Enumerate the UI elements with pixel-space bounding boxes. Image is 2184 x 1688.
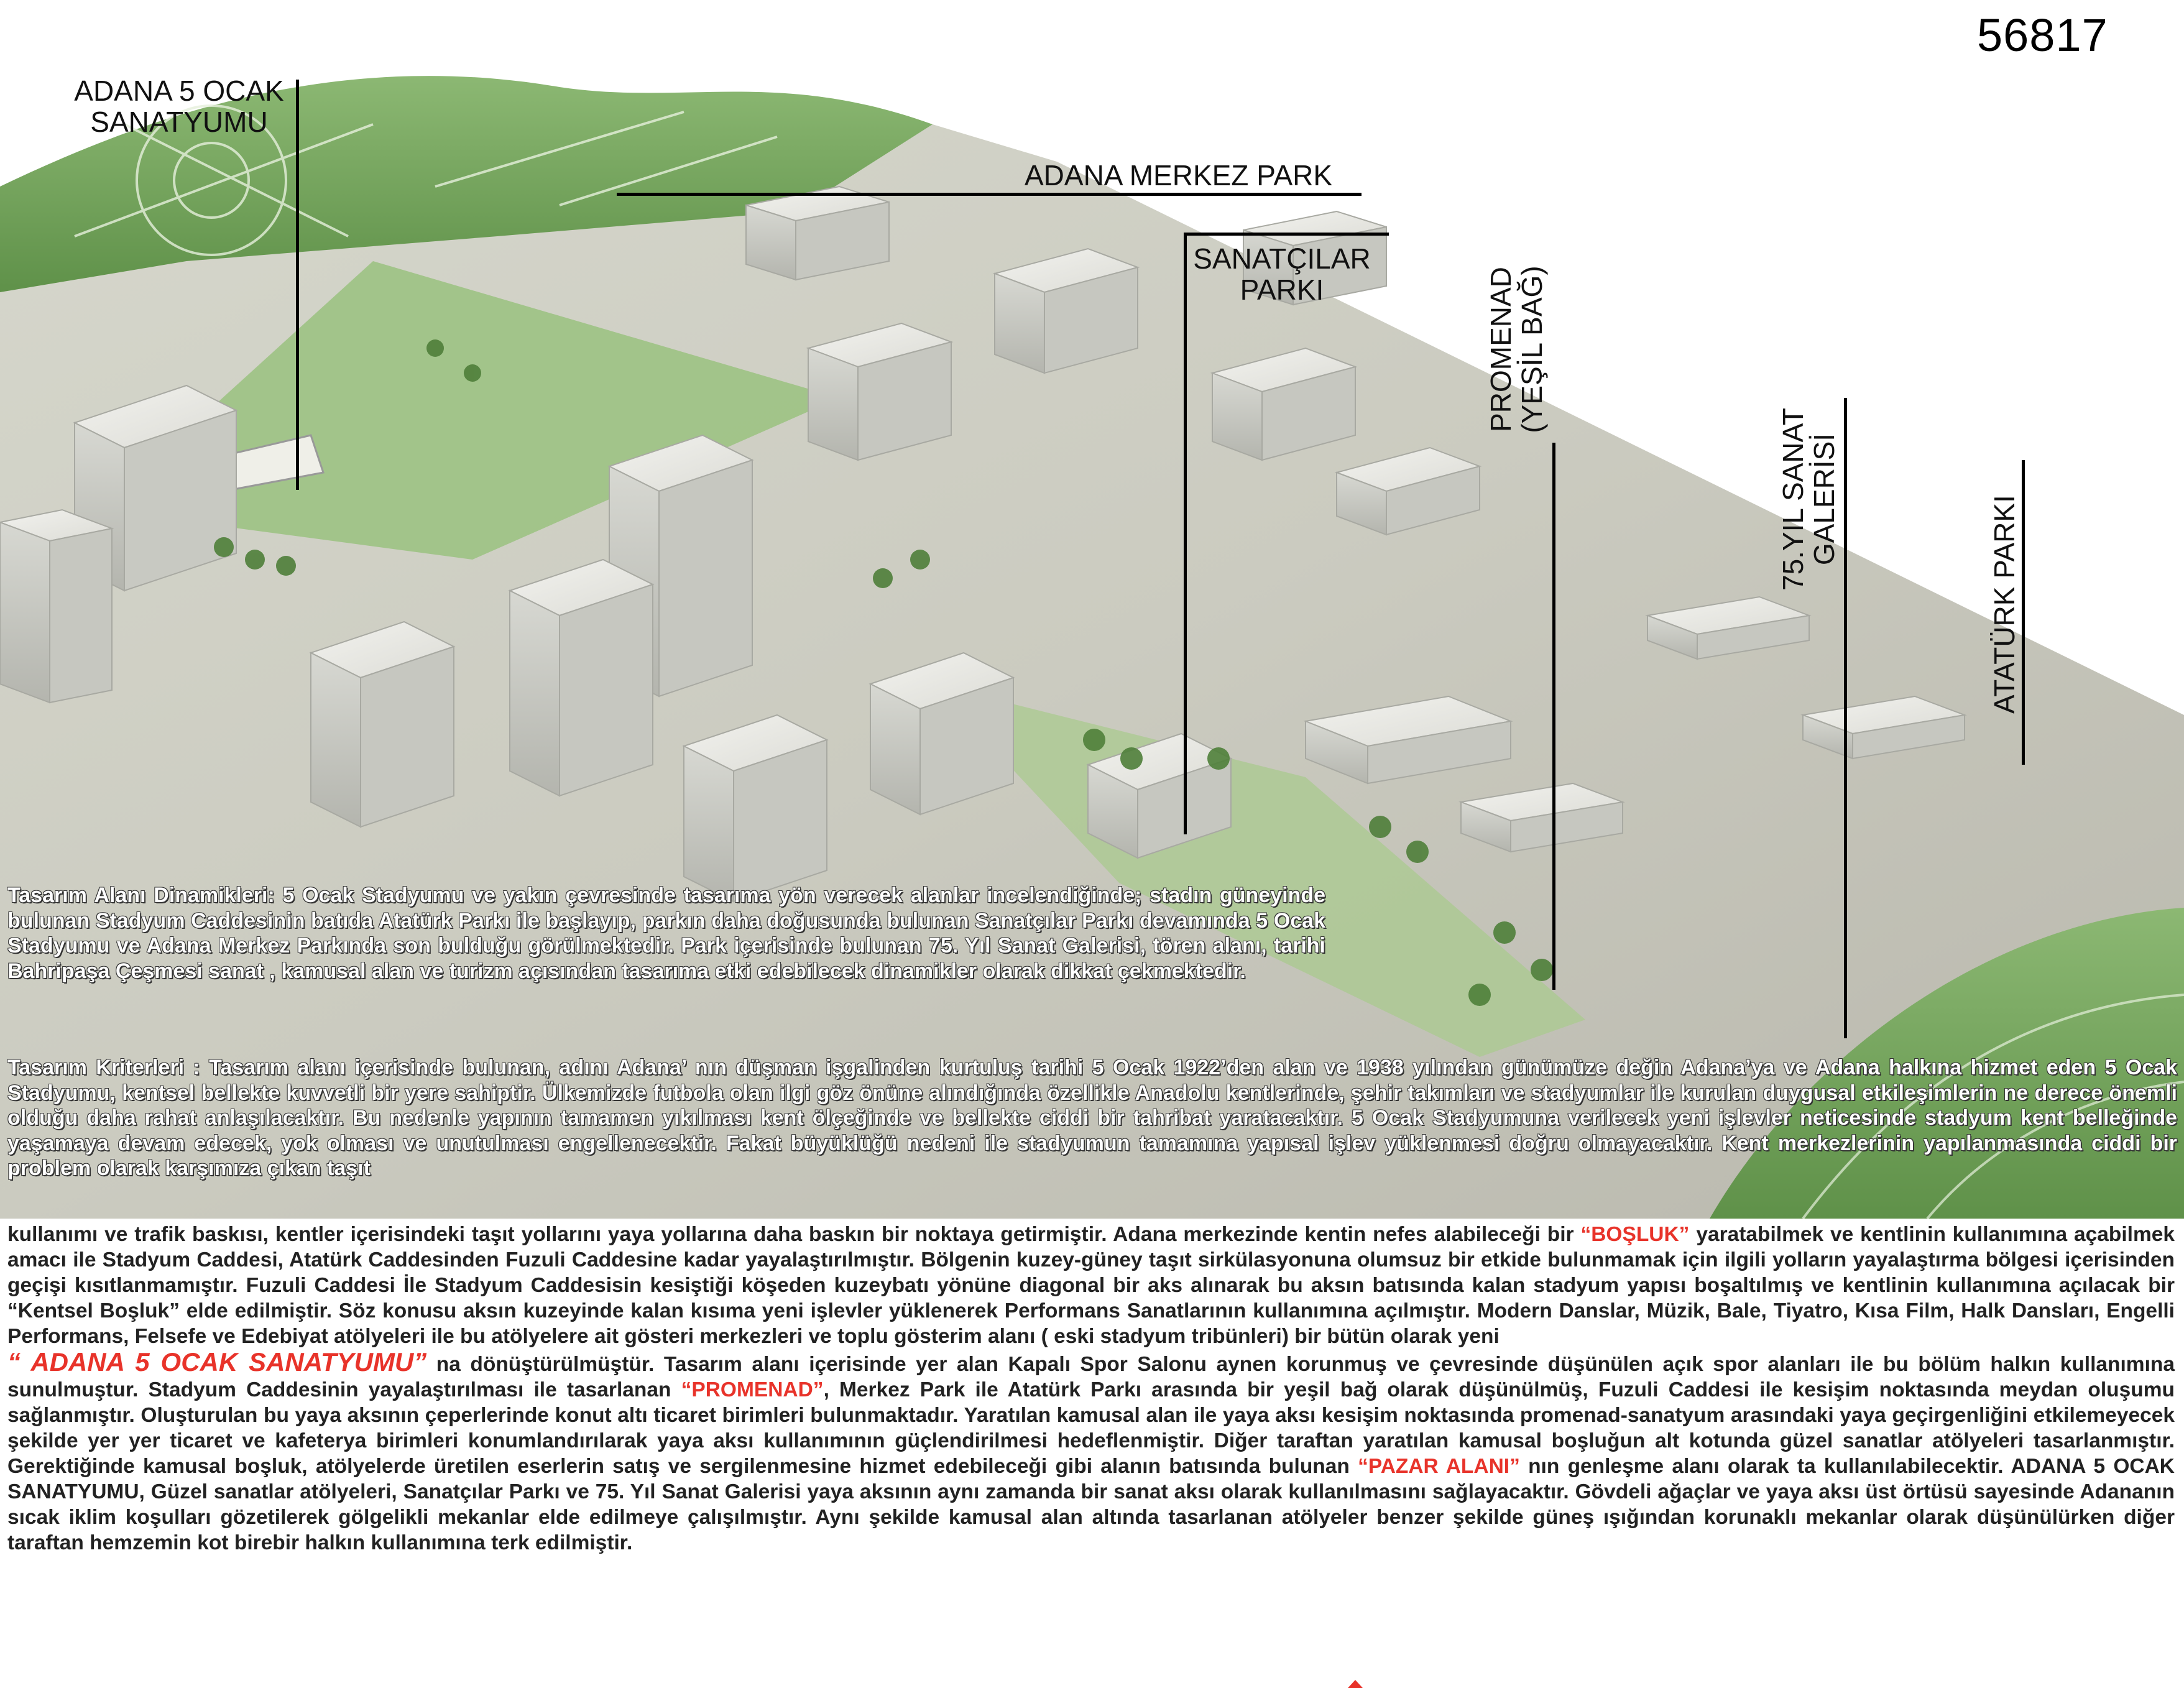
body-p2: yaratabilmek ve kentlinin kullanımına açabilmek amacı ile Stadyum Caddesi, Atatürk Caddesinden Fuzuli Caddesine kadar yayalaştırılmıştır. Bölgenin kuzey-güney taşıt sirkülasyonuna olumsuz bir etkide bulunmamak için ilgili yolların yayalaştırma bölgesi içerisinden geçişi kısıtlanmamıştır. Fuzuli Caddesi İle Stadyum Caddesisin kesiştiği köşeden kuzeybatı yönüne diagonal bir aks alınarak bu aksın batısında kalan stadyum yapısı boşaltılmış ve kentlinin kullanımına açılacak bir “Kentsel Boşluk” elde edilmiştir. Söz konusu aksın kuzeyinde kalan kısıma yeni işlevler yüklenerek Performans Sanatlarının kullanımına açılmıştır. Modern Danslar, Müzik, Bale, Tiyatro, Kısa Film, Halk Dansları, Engelli Performans, Felsefe ve Edebiyat atölyeleri ile bu atölyelere ait gösteri merkezleri ve toplu gösterim alanı ( eski stadyum tribünleri) bir bütün olarak yeni: [7, 1223, 2175, 1348]
label-sanatyumu-line2: SANATYUMU: [90, 105, 268, 138]
leader-ataturk-parki: [2022, 460, 2025, 765]
label-yil-sanat-galerisi: [1778, 397, 1840, 602]
label-sanatyumu: [61, 76, 297, 137]
label-sanatyumu-line1: ADANA 5 OCAK: [74, 75, 284, 107]
label-sanatcilar-line1: SANATÇILAR: [1193, 242, 1371, 275]
design-dynamics-paragraph: Tasarım Alanı Dinamikleri: 5 Ocak Stadyumu ve yakın çevresinde tasarıma yön verecek alanlar incelendiğinde; stadın güneyinde bulunan Stadyum Caddesinin batıda Atatürk Parkı ile başlayıp, parkın daha doğusunda bulunan Sanatçılar Parkı devamında 5 Ocak Stadyumu ve Adana Merkez Parkında son bulduğu görülmektedir. Park içerisinde bulunan 75. Yıl Sanat Galerisi, tören alanı, tarihi Bahripaşa Çeşmesi sanat , kamusal alan ve turizm açısından tasarıma etki edebilecek dinamikler olarak dikkat çekmektedir.: [7, 883, 1325, 983]
highlight-sanatyumu: “ ADANA 5 OCAK SANATYUMU”: [7, 1347, 427, 1377]
label-promenad-line2: (YEŞİL BAĞ): [1515, 265, 1548, 433]
label-merkez-park: ADANA MERKEZ PARK: [1025, 159, 1333, 191]
body-p4: , Merkez Park ile Atatürk Parkı arasında bir yeşil bağ olarak düşünülmüş, Fuzuli Caddesi ile kesişim noktasında meydan oluşumu sağlanmıştır. Oluşturulan bu yaya aksının çeperlerinde konut altı ticaret birimleri bulunmaktadır. Yaratılan kamusal alan ile yaya aksı kesişim noktasında promenad-sanatyum arasındaki yaya geçirgenliğini etkilemeyecek şekilde yer yer ticaret ve kafeterya birimleri konumlandırılarak yaya aksı kullanımının güçlendirilmesi hedeflenmiştir. Diğer taraftan yaratılan kamusal boşluğun alt kotunda güzel sanatlar atölyeleri tasarlanmıştır. Gerektiğinde kamusal boşluk, atölyelerde üretilen eserlerin satış ve sergilenmesine hizmet edebileceği gibi alanın batısında bulunan: [7, 1378, 2175, 1478]
label-ataturk-parki: ATATÜRK PARKI: [1988, 495, 2020, 714]
north-arrow-mark: [1348, 1680, 1363, 1688]
leader-merkez-park: [617, 193, 1362, 196]
label-galeri-line2: GALERİSİ: [1807, 433, 1840, 566]
label-sanatcilar-line2: PARKI: [1240, 273, 1324, 306]
highlight-pazar-alani: “PAZAR ALANI”: [1358, 1455, 1520, 1478]
leader-sanatcilar-vertical: [1184, 234, 1187, 834]
project-description: [7, 1222, 2175, 1556]
highlight-bosluk: “BOŞLUK”: [1580, 1223, 1690, 1246]
leader-sanatcilar-horizontal: [1184, 233, 1389, 236]
design-criteria-paragraph: Tasarım Kriterleri : Tasarım alanı içerisinde bulunan, adını Adana’ nın düşman işgalinden kurtuluş tarihi 5 Ocak 1922’den alan ve 1938 yılından günümüze değin Adana’ya ve Adana halkına hizmet eden 5 Ocak Stadyumu, kentsel bellekte kuvvetli bir yere sahiptir. Ülkemizde futbola olan ilgi göz önüne alındığında özellikle Anadolu kentlerinde, şehir takımları ve stadyumlar ile kurulan duygusal etkileşimlerin ne derece önemli olduğu daha rahat anlaşılacaktır. Bu nedenle yapının tamamen yıkılması kent ölçeğinde ve bellekte ciddi bir tahribat yaratacaktır. 5 Ocak Stadyumuna verilecek yeni işlevler neticesinde stadyum kent belleğinde yaşamaya devam edecek, yok olması ve unutulması engellenecektir. Fakat büyüklüğü nedeni ile stadyumun tamamına yapısal işlev yüklenmesi doğru olmayacaktır. Kent merkezlerinin yapılanmasında ciddi bir problem olarak karşımıza çıkan taşıt: [7, 1056, 2177, 1180]
leader-promenad: [1552, 443, 1555, 990]
body-p3: na dönüştürülmüştür. Tasarım alanı içerisinde yer alan Kapalı Spor Salonu aynen korunmuş ve çevresinde düşünülen açık spor alanları ile bu bölüm halkın kullanımına sunulmuştur. Stadyum Caddesinin yayalaştırılması ile tasarlanan: [7, 1353, 2175, 1401]
label-galeri-line1: 75.YIL SANAT: [1777, 408, 1809, 591]
body-p5: nın genleşme alanı olarak ta kullanılabilecektir. ADANA 5 OCAK SANATYUMU, Güzel sanatlar atölyeleri, Sanatçılar Parkı ve 75. Yıl Sanat Galerisi yaya aksının aynı zamanda bir sanat aksı olarak kullanılmasını sağlayacaktır. Gövdeli ağaçlar ve yaya aksı üst örtüsü sayesinde Adananın sıcak iklim koşulları gözetilerek gölgelikli mekanlar elde edilmeye çalışılmıştır. Aynı şekilde kamusal alan altında tasarlanan atölyeler benzer şekilde güneş ışığından korunaklı mekanlar olarak düşünülürken diğer taraftan hemzemin kot birebir halkın kullanımına terk edilmiştir.: [7, 1455, 2175, 1554]
highlight-promenad: “PROMENAD”: [681, 1378, 824, 1401]
leader-sanatyumu: [296, 80, 299, 490]
body-p1: kullanımı ve trafik baskısı, kentler içerisindeki taşıt yollarını yaya yollarına daha baskın bir noktaya getirmiştir. Adana merkezinde kentin nefes alabileceği bir: [7, 1223, 1574, 1246]
label-sanatcilar-parki: [1189, 244, 1375, 305]
sheet-number: 56817: [1977, 9, 2108, 61]
label-promenad: [1486, 256, 1547, 443]
leader-galeri: [1844, 398, 1847, 1038]
label-promenad-line1: PROMENAD: [1485, 267, 1517, 432]
